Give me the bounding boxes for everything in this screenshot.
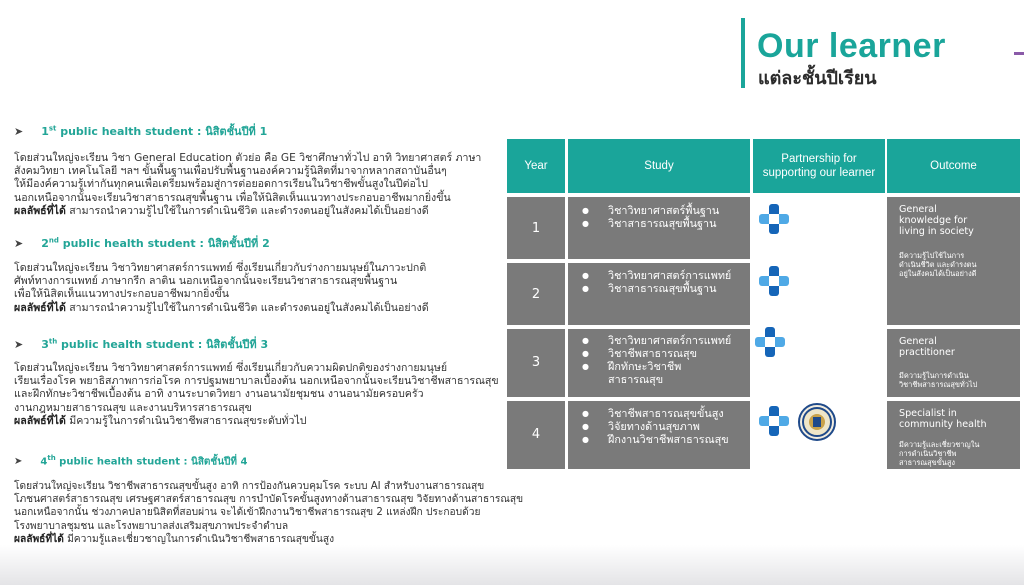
body-line: ศัพท์ทางการแพทย์ ภาษากรีก ลาติน นอกเหนือจากนั้นจะเรียนวิชาสาธารณสุขพื้นฐาน xyxy=(14,275,398,288)
section-heading-year-2: ➤ 2nd public health student : นิสิตชั้นปีที่ 2 xyxy=(14,236,270,250)
body-line: ให้มีองค์ความรู้เท่ากันทุกคนเพื่อเตรียมพร้อมสู่การต่อยอดการเรียนในวิชาชีพขั้นสูงในปีต่อไป xyxy=(14,178,428,191)
title-accent-bar xyxy=(741,18,745,88)
page-subtitle: แต่ละชั้นปีเรียน xyxy=(758,68,877,89)
list-item: ● วิชาสาธารณสุขพื้นฐาน xyxy=(582,282,717,295)
list-item: ● วิชาวิทยาศาสตร์การแพทย์ xyxy=(582,334,732,347)
year-number: 3 xyxy=(531,355,541,370)
body-line: งานกฎหมายสาธารณสุข และงานบริหารสาธารณสุข xyxy=(14,401,252,414)
arrow-bullet-icon: ➤ xyxy=(14,237,24,250)
outcome-title: General practitioner xyxy=(899,336,955,358)
body-line: โดยส่วนใหญ่จะเรียน วิชา General Education ตัวย่อ คือ GE วิชาศึกษาทั่วไป อาทิ วิทยาศาสตร์ ภาษา xyxy=(14,152,482,164)
section-body-year-4 xyxy=(14,480,554,546)
outcome-detail: มีความรู้ไปใช้ในการดำเนินชีวิต และดำรงตนอยู่ในสังคมได้เป็นอย่างดี xyxy=(899,251,977,278)
study-list xyxy=(582,269,731,295)
header-year: Year xyxy=(507,139,565,193)
arrow-bullet-icon: ➤ xyxy=(14,338,24,351)
body-line: นอกเหนือจากนั้นจะเรียนวิชาสาธารณสุขพื้นฐาน เพื่อให้นิสิตเห็นแนวทางประกอบอาชีพมากยิ่งขึ้น xyxy=(14,191,451,204)
list-item: ● วิชาสาธารณสุขพื้นฐาน xyxy=(582,217,717,230)
study-list xyxy=(582,407,729,446)
outcome-detail: มีความรู้ในการดำเนินวิชาชีพสาธารณสุขทั่วไป xyxy=(899,371,978,389)
outcome-detail: มีความรู้และเชี่ยวชาญในการดำเนินวิชาชีพสาธารณสุขขั้นสูง xyxy=(899,440,980,467)
list-item: ● วิชาชีพสาธารณสุข xyxy=(582,347,697,360)
header-outcome: Outcome xyxy=(887,139,1020,193)
year-number: 4 xyxy=(531,427,541,442)
section-body-year-2 xyxy=(14,262,554,315)
body-line: นอกเหนือจากนั้น ช่วงภาคปลายนิสิตที่สอบผ่าน จะได้เข้าฝึกงานวิชาชีพสาธารณสุข 2 แหล่งฝึก ประกอบด้วย xyxy=(14,507,481,519)
result-line: ผลลัพธ์ที่ได้ สามารถนำความรู้ไปใช้ในการดำเนินชีวิต และดำรงตนอยู่ในสังคมได้เป็นอย่างดี xyxy=(14,301,429,314)
arrow-bullet-icon: ➤ xyxy=(14,456,23,468)
list-item: ● วิชาวิทยาศาสตร์การแพทย์ xyxy=(582,269,732,282)
section-body-year-3 xyxy=(14,362,554,428)
year-number: 1 xyxy=(531,221,541,236)
section-heading-year-1: ➤ 1st public health student : นิสิตชั้นปีที่ 1 xyxy=(14,124,268,138)
body-line: โดยส่วนใหญ่จะเรียน วิชาวิทยาศาสตร์การแพทย์ ซึ่งเรียนเกี่ยวกับความผิดปกติของร่างกายมนุษย์ xyxy=(14,362,448,374)
body-line: เพื่อให้นิสิตเห็นแนวทางประกอบอาชีพมากยิ่งขึ้น xyxy=(14,288,229,301)
section-heading-year-4: ➤ 4th public health student : นิสิตชั้นปีที่ 4 xyxy=(14,454,248,468)
list-item: ● วิชาชีพสาธารณสุขขั้นสูง xyxy=(582,407,724,420)
body-line: โรงพยาบาลชุมชน และโรงพยาบาลส่งเสริมสุขภาพประจำตำบล xyxy=(14,520,289,532)
corner-accent xyxy=(1014,52,1024,55)
arrow-bullet-icon: ➤ xyxy=(14,125,24,138)
year-number: 2 xyxy=(531,287,541,302)
list-item: ● ฝึกงานวิชาชีพสาธารณสุข xyxy=(582,433,729,446)
header-study: Study xyxy=(568,139,750,193)
medical-cross-icon xyxy=(753,325,787,359)
body-line: โดยส่วนใหญ่จะเรียน วิชาชีพสาธารณสุขขั้นสูง อาทิ การป้องกันควบคุมโรค ระบบ AI สำหรับงานสาธารณสุข xyxy=(14,481,485,492)
header-partnership: Partnership for supporting our learner xyxy=(753,139,885,193)
body-line: สังคมวิทยา เทคโนโลยี ฯลฯ ขั้นพื้นฐานเพื่อปรับพื้นฐานองค์ความรู้นิสิตที่มาจากหลากสถาบันอื่นๆ xyxy=(14,165,447,178)
body-line: โภชนศาสตร์สาธารณสุข เศรษฐศาสตร์สาธารณสุข การบำบัดโรคขั้นสูงทางด้านสาธารณสุข วิจัยทางด้านสาธารณสุข xyxy=(14,494,524,506)
medical-cross-icon xyxy=(757,264,791,298)
outcome-title: General knowledge for living in society xyxy=(899,204,974,237)
list-item: ● ฝึกทักษะวิชาชีพสาธารณสุข xyxy=(582,360,682,386)
list-item: ● วิชาวิทยาศาสตร์พื้นฐาน xyxy=(582,204,720,217)
result-line: ผลลัพธ์ที่ได้ มีความรู้ในการดำเนินวิชาชีพสาธารณสุขระดับทั่วไป xyxy=(14,414,307,427)
page-title: Our learner xyxy=(757,27,946,65)
section-body-year-1 xyxy=(14,152,554,218)
section-heading-year-3: ➤ 3th public health student : นิสิตชั้นปีที่ 3 xyxy=(14,337,269,351)
body-line: เรียนเรื่องโรค พยาธิสภาพการก่อโรค การปฐมพยาบาลเบื้องต้น นอกเหนือจากนั้นจะเรียนวิชาชีพสาธารณสุข xyxy=(14,375,499,388)
body-line: โดยส่วนใหญ่จะเรียน วิชาวิทยาศาสตร์การแพทย์ ซึ่งเรียนเกี่ยวกับร่างกายมนุษย์ในภาวะปกติ xyxy=(14,262,427,274)
medical-cross-icon xyxy=(757,404,791,438)
medical-cross-icon xyxy=(757,202,791,236)
result-line: ผลลัพธ์ที่ได้ มีความรู้และเชี่ยวชาญในการดำเนินวิชาชีพสาธารณสุขขั้นสูง xyxy=(14,533,335,545)
ministry-seal-icon xyxy=(798,403,836,441)
outcome-title: Specialist in community health xyxy=(899,408,987,430)
list-item: ● วิจัยทางด้านสุขภาพ xyxy=(582,420,700,433)
result-line: ผลลัพธ์ที่ได้ สามารถนำความรู้ไปใช้ในการดำเนินชีวิต และดำรงตนอยู่ในสังคมได้เป็นอย่างดี xyxy=(14,204,429,217)
bottom-gradient xyxy=(0,545,1024,585)
study-list xyxy=(582,204,719,230)
study-list xyxy=(582,334,731,386)
body-line: และฝึกทักษะวิชาชีพเบื้องต้น อาทิ งานระบาดวิทยา งานอนามัยชุมชน งานอนามัยครอบครัว xyxy=(14,388,424,401)
